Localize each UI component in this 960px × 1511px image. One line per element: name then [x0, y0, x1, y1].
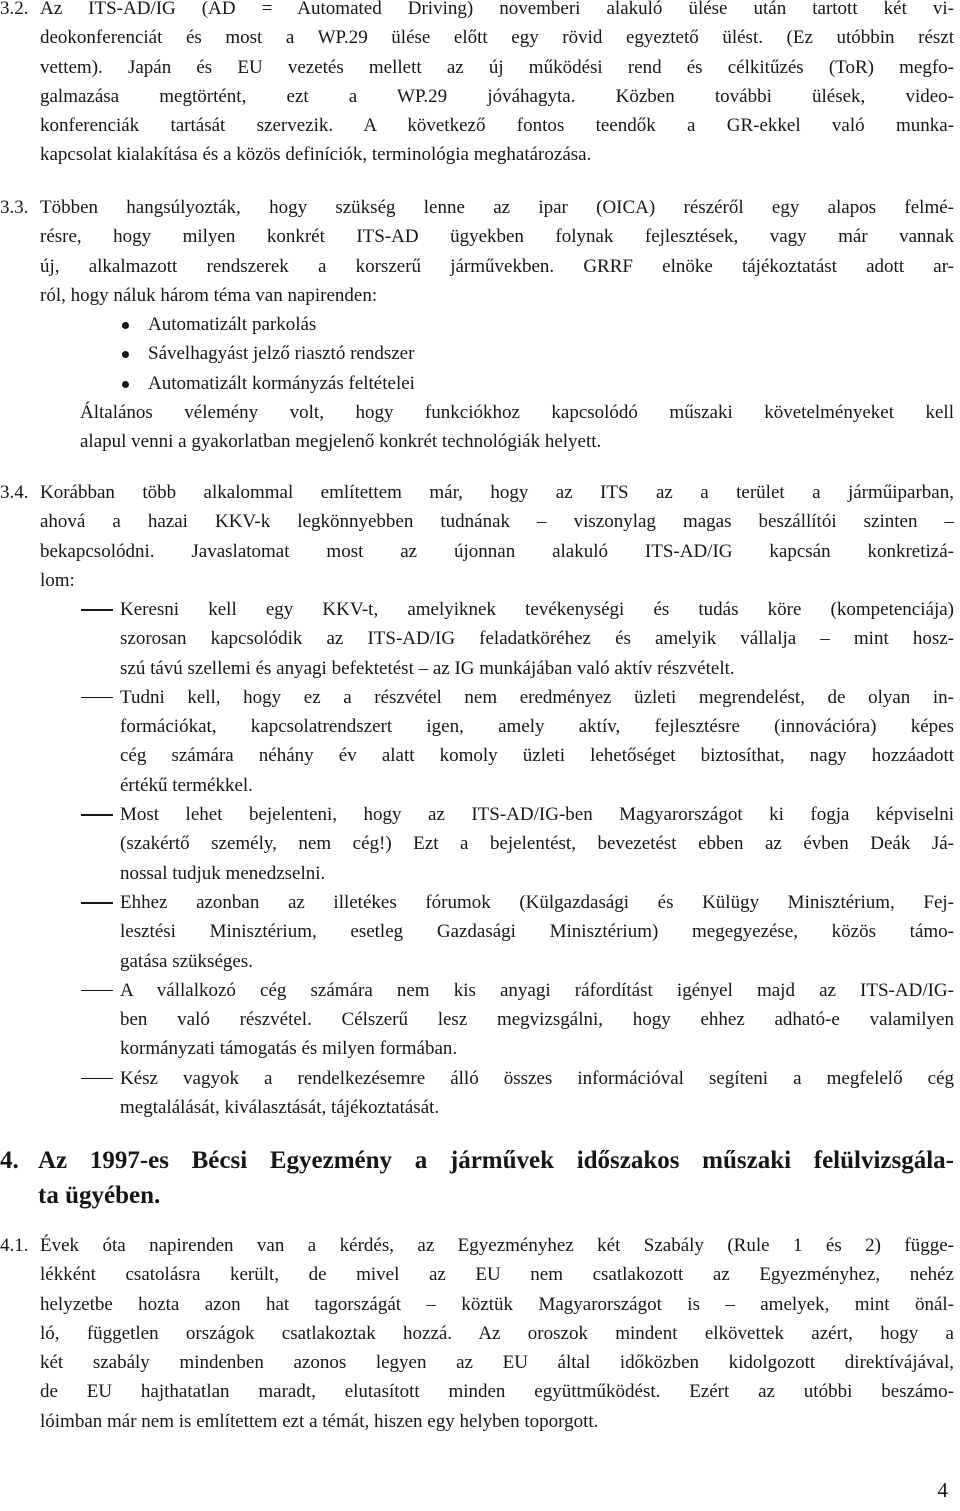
text-line: Tudni kell, hogy ez a részvétel nem eredményez üzleti megrendelést, de olyan in- [120, 686, 954, 708]
text-line: galmazása megtörtént, ezt a WP.29 jóváhagyta. Közben további ülések, video- [40, 85, 954, 107]
heading-line: Az 1997-es Bécsi Egyezmény a járművek időszakos műszaki felülvizsgála- [38, 1147, 954, 1174]
text-line: vettem). Japán és EU vezetés mellett az új működési rend és célkitűzés (ToR) megfo- [40, 56, 954, 78]
dash-list [40, 595, 954, 1122]
text-line: Most lehet bejelenteni, hogy az ITS-AD/IG-ben Magyarországot ki fogja képviselni [120, 804, 954, 826]
section-3-3 [0, 193, 954, 310]
list-item [40, 976, 954, 1064]
text-line: bekapcsolódni. Javaslatomat most az újonnan alakuló ITS-AD/IG kapcsán konkretizá- [40, 540, 954, 562]
text-line: lom: [40, 569, 75, 591]
text-line: gatása szükséges. [120, 950, 253, 972]
list-item-text: Sávelhagyást jelző riasztó rendszer [148, 343, 415, 365]
text-line: értékű termékkel. [120, 774, 253, 796]
list-item [40, 595, 954, 683]
text-line: Ehhez azonban az illetékes fórumok (Külgazdasági és Külügy Minisztérium, Fej- [120, 891, 954, 913]
section-3-2 [0, 0, 954, 170]
dash-bullet-icon [81, 697, 113, 699]
text-line: de EU hajthatatlan maradt, elutasított minden együttműködést. Ezért az utóbbi beszámo- [40, 1381, 954, 1403]
text-line: Általános vélemény volt, hogy funkciókhoz kapcsolódó műszaki követelményeket kell [80, 402, 954, 423]
list-item [40, 800, 954, 888]
list-item [40, 888, 954, 976]
list-item-text: Automatizált parkolás [148, 314, 317, 335]
text-line: A vállalkozó cég számára nem kis anyagi ráfordítást igényel majd az ITS-AD/IG- [120, 979, 954, 1001]
list-item [40, 310, 954, 339]
text-line: ben való részvétel. Célszerű lesz megvizsgálni, hogy ehhez adható-e valamilyen [120, 1009, 954, 1031]
text-line: deokonferenciát és most a WP.29 ülése előtt egy rövid egyeztető ülést. (Ez utóbbin részt [40, 27, 954, 49]
section-number: 4.1. [0, 1235, 29, 1256]
text-line: Évek óta napirenden van a kérdés, az Egyezményhez két Szabály (Rule 1 és 2) függe- [40, 1235, 954, 1256]
section-number: 3.3. [0, 197, 29, 218]
text-line: helyzetbe hozta azon hat tagországát – köztük Magyarországot is – amelyek, mint önál- [40, 1293, 954, 1315]
text-line: Többen hangsúlyozták, hogy szükség lenne az ipar (OICA) részéről egy alapos felmé- [40, 197, 954, 218]
text-line: lékként csatolásra került, de mivel az EU nem csatlakozott az Egyezményhez, nehéz [40, 1264, 954, 1286]
bullet-list [40, 310, 954, 398]
text-line: alapul venni a gyakorlatban megjelenő konkrét technológiák helyett. [80, 431, 602, 453]
text-line: lesztési Minisztérium, esetleg Gazdasági Minisztérium) megegyezése, közös támo- [120, 921, 954, 943]
text-line: ahová a hazai KKV-k legkönnyebben tudnának – viszonylag magas beszállítói szinten – [40, 511, 954, 533]
list-item [40, 339, 954, 368]
text-line: lóimban már nem is említettem ezt a témát, hiszen egy helyben toporgott. [40, 1410, 599, 1432]
page-number: 4 [937, 1478, 948, 1502]
dash-bullet-icon [81, 814, 113, 816]
text-line: kormányzati támogatás és milyen formában. [120, 1038, 458, 1060]
section-3-4 [0, 478, 954, 595]
text-line: Az ITS-AD/IG (AD = Automated Driving) novemberi alakuló ülése után tartott két vi- [40, 0, 954, 19]
text-line: szorosan kapcsolódik az ITS-AD/IG feladatköréhez és amelyik vállalja – mint hosz- [120, 628, 954, 650]
text-line: résre, hogy milyen konkrét ITS-AD ügyekben folynak fejlesztések, vagy már vannak [40, 226, 954, 248]
text-line: új, alkalmazott rendszerek a korszerű járművekben. GRRF elnöke tájékoztatást adott ar- [40, 255, 954, 277]
list-item-text: Automatizált kormányzás feltételei [148, 372, 415, 394]
dash-bullet-icon [81, 990, 113, 992]
text-line: ról, hogy náluk három téma van napirenden: [40, 284, 378, 306]
heading-line: ta ügyében. [38, 1182, 161, 1209]
text-line: Korábban több alkalommal említettem már, hogy az ITS az a terület a járműiparban, [40, 482, 954, 503]
dash-bullet-icon [81, 609, 113, 611]
dash-bullet-icon [81, 1078, 113, 1080]
bullet-icon [122, 322, 129, 329]
bullet-icon [122, 351, 129, 358]
text-line: Kész vagyok a rendelkezésemre álló összes információval segíteni a megfelelő cég [120, 1067, 954, 1089]
list-item [40, 369, 954, 398]
text-line: nossal tudjuk menedzselni. [120, 862, 326, 884]
text-line: Keresni kell egy KKV-t, amelyiknek tevékenységi és tudás köre (kompetenciája) [120, 599, 954, 620]
text-line: formációkat, kapcsolatrendszert igen, amely aktív, fejlesztésre (innovációra) képes [120, 716, 954, 738]
section-number: 3.4. [0, 482, 29, 503]
section-heading-4 [0, 1143, 954, 1213]
heading-number: 4. [0, 1147, 19, 1174]
section-number: 3.2. [0, 0, 29, 19]
bullet-icon [122, 381, 129, 388]
text-line: konferenciák tartását szervezik. A következő fontos teendők a GR-ekkel való munka- [40, 115, 954, 137]
section-4-1 [0, 1231, 954, 1436]
text-line: szú távú szellemi és anyagi befektetést – az IG munkájában való aktív részvételt. [120, 657, 735, 679]
dash-bullet-icon [81, 902, 113, 904]
text-line: cég számára néhány év alatt komoly üzleti lehetőséget biztosíthat, nagy hozzáadott [120, 745, 954, 767]
text-line: (szakértő személy, nem cég!) Ezt a bejelentést, bevezetést ebben az évben Deák Já- [120, 833, 954, 855]
text-line: két szabály mindenben azonos legyen az EU által időközben kidolgozott direktívájával, [40, 1352, 954, 1374]
text-line: ló, független országok csatlakoztak hozzá. Az oroszok mindent elkövettek azért, hogy a [40, 1322, 954, 1344]
list-item [40, 683, 954, 800]
section-3-3-conclusion [80, 398, 954, 457]
text-line: kapcsolat kialakítása és a közös definíciók, terminológia meghatározása. [40, 144, 592, 166]
text-line: megtalálását, kiválasztását, tájékoztatását. [120, 1097, 440, 1119]
list-item [40, 1064, 954, 1123]
